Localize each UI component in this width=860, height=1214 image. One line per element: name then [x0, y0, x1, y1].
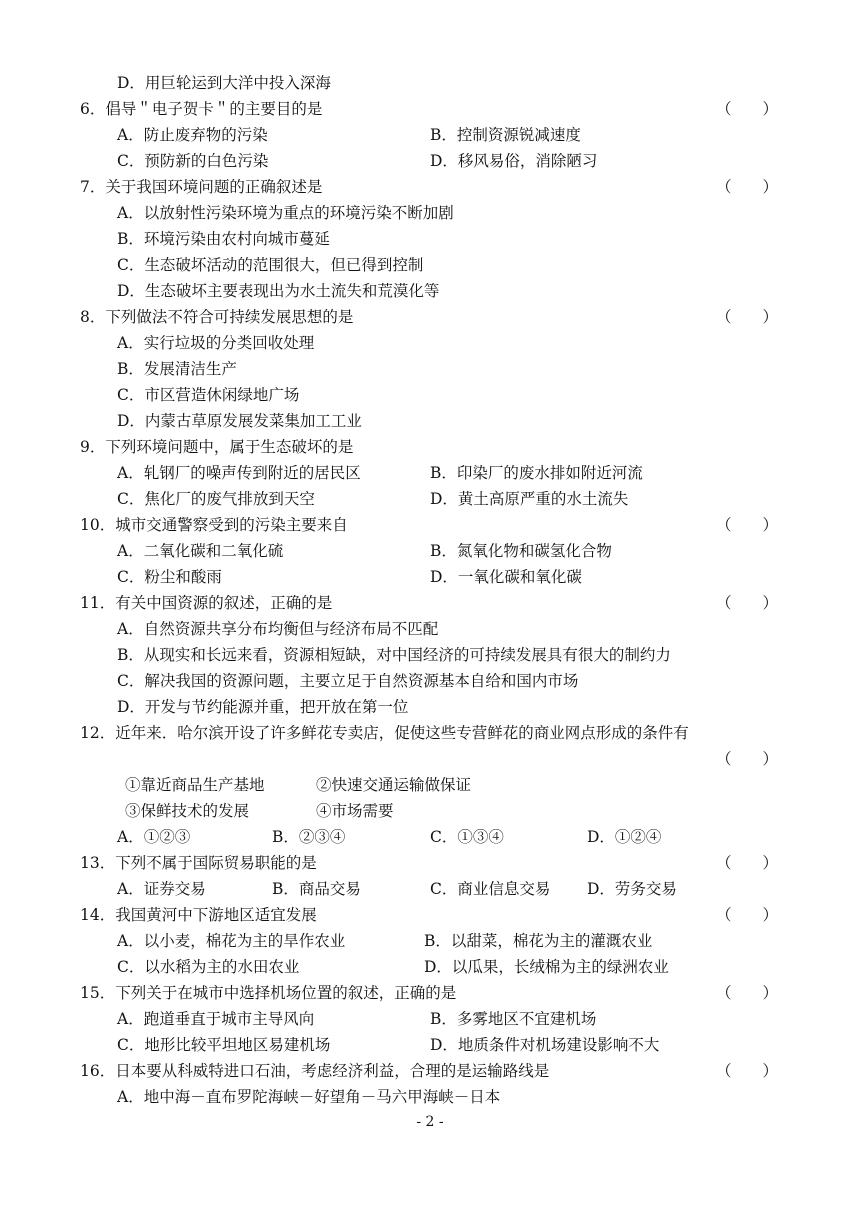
answer-bracket-q14: （ ） — [716, 906, 779, 924]
answer-bracket-q11: （ ） — [716, 594, 779, 612]
option-d-q8: D．内蒙古草原发展发菜集加工工业 — [117, 412, 362, 430]
option-a-q10: A．二氧化碳和二氧化硫 — [117, 542, 284, 560]
option-b-q14: B．以甜菜，棉花为主的灌溉农业 — [424, 932, 653, 950]
option-c-q14: C．以水稻为主的水田农业 — [117, 958, 300, 976]
option-a-q16: A．地中海－直布罗陀海峡－好望角－马六甲海峡－日本 — [117, 1088, 501, 1106]
question-16: 16．日本要从科威特进口石油，考虑经济利益，合理的是运输路线是 — [80, 1062, 550, 1080]
option-c-q8: C．市区营造休闲绿地广场 — [117, 386, 300, 404]
option-d-q14: D．以瓜果，长绒棉为主的绿洲农业 — [424, 958, 669, 976]
option-a-q6: A．防止废弃物的污染 — [117, 126, 268, 144]
option-b-q8: B．发展清洁生产 — [117, 360, 237, 378]
question-12: 12．近年来．哈尔滨开设了许多鲜花专卖店，促使这些专营鲜花的商业网点形成的条件有 — [80, 724, 689, 742]
question-15: 15．下列关于在城市中选择机场位置的叙述，正确的是 — [80, 984, 457, 1002]
option-b-q11: B．从现实和长远来看，资源相短缺，对中国经济的可持续发展具有很大的制约力 — [117, 646, 671, 664]
option-a-q12: A．①②③ — [117, 828, 191, 846]
question-14: 14．我国黄河中下游地区适宜发展 — [80, 906, 317, 924]
option-b-q12: B．②③④ — [272, 828, 346, 846]
option-d-q15: D．地质条件对机场建设影响不大 — [430, 1036, 660, 1054]
statement-4-q12: ④市场需要 — [316, 802, 394, 820]
option-c-q10: C．粉尘和酸雨 — [117, 568, 222, 586]
option-c-q15: C．地形比较平坦地区易建机场 — [117, 1036, 331, 1054]
answer-bracket-q10: （ ） — [716, 516, 779, 534]
question-10: 10．城市交通警察受到的污染主要来自 — [80, 516, 348, 534]
answer-bracket-q6: （ ） — [716, 100, 779, 118]
answer-bracket-q7: （ ） — [716, 178, 779, 196]
option-c-q7: C．生态破坏活动的范围很大，但已得到控制 — [117, 256, 424, 274]
option-b-q9: B．印染厂的废水排如附近河流 — [430, 464, 643, 482]
option-c-q12: C．①③④ — [430, 828, 504, 846]
question-13: 13．下列不属于国际贸易职能的是 — [80, 854, 317, 872]
option-c-q6: C．预防新的白色污染 — [117, 152, 269, 170]
question-11: 11．有关中国资源的叙述，正确的是 — [80, 594, 333, 612]
statement-1-q12: ①靠近商品生产基地 — [125, 776, 265, 794]
answer-bracket-q16: （ ） — [716, 1062, 779, 1080]
question-8: 8．下列做法不符合可持续发展思想的是 — [80, 308, 354, 326]
statement-3-q12: ③保鲜技术的发展 — [125, 802, 250, 820]
option-b-q7: B．环境污染由农村向城市蔓延 — [117, 230, 330, 248]
page-number: - 2 - — [416, 1114, 444, 1130]
option-d-q10: D．一氧化碳和氧化碳 — [430, 568, 582, 586]
option-d-q9: D．黄土高原严重的水土流失 — [430, 490, 629, 508]
option-d-q7: D．生态破坏主要表现出为水土流失和荒漠化等 — [117, 282, 440, 300]
option-a-q11: A．自然资源共享分布均衡但与经济布局不匹配 — [117, 620, 439, 638]
answer-bracket-q12: （ ） — [716, 750, 779, 768]
option-d-q6: D．移风易俗，消除陋习 — [430, 152, 598, 170]
option-a-q7: A．以放射性污染环境为重点的环境污染不断加剧 — [117, 204, 454, 222]
answer-bracket-q8: （ ） — [716, 308, 779, 326]
option-b-q13: B．商品交易 — [272, 880, 361, 898]
option-a-q9: A．轧钢厂的噪声传到附近的居民区 — [117, 464, 361, 482]
option-b-q15: B．多雾地区不宜建机场 — [430, 1010, 597, 1028]
option-d-q11: D．开发与节约能源并重，把开放在第一位 — [117, 698, 409, 716]
option-d-q13: D．劳务交易 — [587, 880, 677, 898]
option-d-q12: D．①②④ — [587, 828, 662, 846]
option-a-q14: A．以小麦，棉花为主的旱作农业 — [117, 932, 346, 950]
option-a-q8: A．实行垃圾的分类回收处理 — [117, 334, 315, 352]
option-c-q9: C．焦化厂的废气排放到天空 — [117, 490, 315, 508]
question-7: 7．关于我国环境问题的正确叙述是 — [80, 178, 323, 196]
answer-bracket-q13: （ ） — [716, 854, 779, 872]
option-c-q13: C．商业信息交易 — [430, 880, 551, 898]
option-a-q15: A．跑道垂直于城市主导风向 — [117, 1010, 315, 1028]
option-d-q5: D．用巨轮运到大洋中投入深海 — [117, 74, 331, 92]
question-9: 9．下列环境问题中，属于生态破坏的是 — [80, 438, 354, 456]
option-a-q13: A．证券交易 — [117, 880, 206, 898]
option-b-q6: B．控制资源锐减速度 — [430, 126, 581, 144]
statement-2-q12: ②快速交通运输做保证 — [316, 776, 472, 794]
option-c-q11: C．解决我国的资源问题，主要立足于自然资源基本自给和国内市场 — [117, 672, 579, 690]
option-b-q10: B．氮氧化物和碳氢化合物 — [430, 542, 612, 560]
question-6: 6．倡导＂电子贺卡＂的主要目的是 — [80, 100, 323, 118]
answer-bracket-q15: （ ） — [716, 984, 779, 1002]
